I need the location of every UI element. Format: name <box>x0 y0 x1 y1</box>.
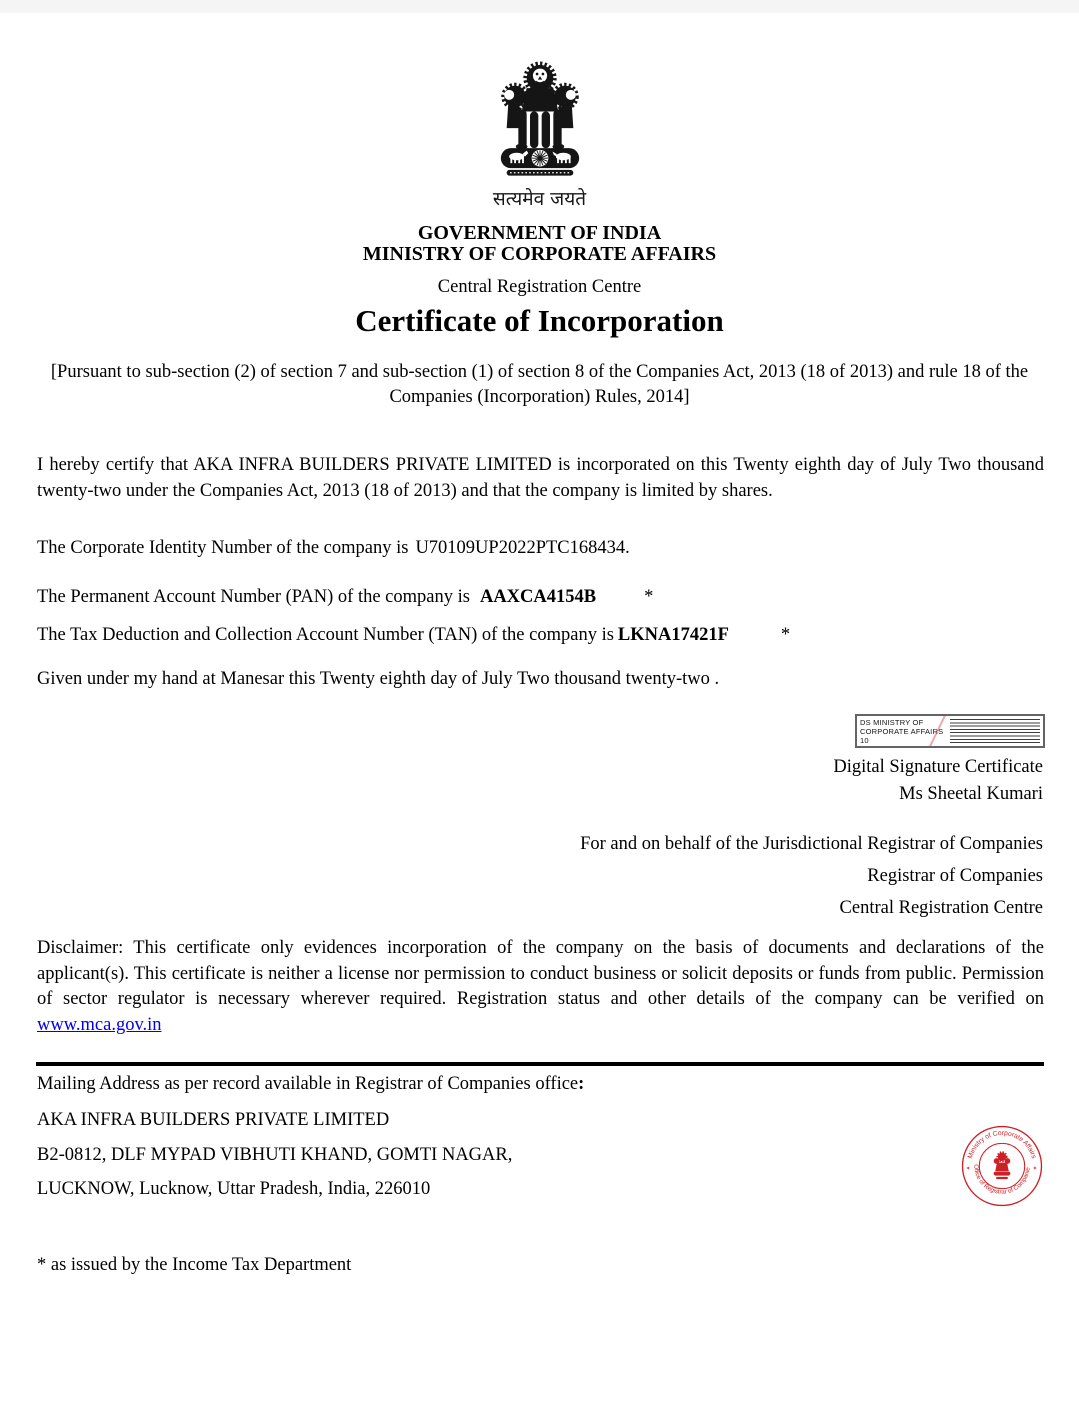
page-title: Certificate of Incorporation <box>355 303 724 338</box>
seal-top-text: Ministry of Corporate Affairs <box>966 1129 1038 1160</box>
mailing-address-line1: B2-0812, DLF MYPAD VIBHUTI KHAND, GOMTI NAGAR, <box>37 1145 513 1165</box>
tan-footnote-marker: * <box>780 625 791 645</box>
disclaimer-text: Disclaimer: This certificate only evidences incorporation of the company on the basis of documents and declarations of the applicant(s). This certificate is neither a license nor permission to conduct business or solicit deposits or funds from public. Permission of sector regulator is necessary wherever required. Registration status and other details of the company can be verified on <box>37 938 1044 1009</box>
on-behalf-line: For and on behalf of the Jurisdictional Registrar of Companies <box>580 834 1043 854</box>
document-header <box>0 53 1079 298</box>
mca-website-link[interactable]: www.mca.gov.in <box>37 1014 162 1035</box>
cin-value: U70109UP2022PTC168434. <box>415 538 630 558</box>
cin-line <box>37 535 630 561</box>
pan-label: The Permanent Account Number (PAN) of the company is <box>37 587 470 607</box>
cin-label: The Corporate Identity Number of the company is <box>37 538 409 558</box>
seal-bottom-text: Office of Registrar of Companie <box>972 1164 1032 1196</box>
income-tax-footnote: * as issued by the Income Tax Department <box>37 1255 352 1275</box>
seal-center-emblem-icon <box>994 1153 1011 1180</box>
seal-star-icon: ✶ <box>1032 1166 1038 1173</box>
signatory-name: Ms Sheetal Kumari <box>899 784 1043 804</box>
seal-star-icon: ✶ <box>965 1166 971 1173</box>
disclaimer-paragraph <box>37 936 1044 1038</box>
tan-label: The Tax Deduction and Collection Account Number (TAN) of the company is <box>37 625 614 645</box>
pan-value: AAXCA4154B <box>479 587 597 607</box>
registrar-of-companies-line: Registrar of Companies <box>867 866 1043 886</box>
mailing-address-heading-text: Mailing Address as per record available in Registrar of Companies office <box>37 1074 579 1094</box>
page-top-strip <box>0 0 1079 13</box>
central-registration-centre-line: Central Registration Centre <box>839 898 1043 918</box>
pan-footnote-marker: * <box>644 587 654 607</box>
ministry-heading: MINISTRY OF CORPORATE AFFAIRS <box>362 243 717 265</box>
given-under-hand-line: Given under my hand at Manesar this Twenty eighth day of July Two thousand twenty-two . <box>37 669 720 689</box>
registrar-seal <box>960 1124 1044 1208</box>
pan-line <box>37 584 653 610</box>
registrar-seal-icon <box>960 1124 1044 1208</box>
tan-line <box>37 622 790 648</box>
government-of-india-heading: GOVERNMENT OF INDIA <box>417 222 662 244</box>
tan-value: LKNA17421F <box>617 625 729 645</box>
mailing-address-heading <box>37 1074 584 1095</box>
central-registration-centre-heading: Central Registration Centre <box>437 277 642 297</box>
mailing-address-heading-colon: : <box>578 1074 585 1094</box>
digital-signature-details-lines <box>950 719 1040 744</box>
digital-signature-stamp-label: DS MINISTRY OF CORPORATE AFFAIRS 10 <box>860 717 944 745</box>
national-emblem-icon <box>490 53 590 180</box>
signature-certificate-line: Digital Signature Certificate <box>833 757 1043 777</box>
digital-signature-stamp <box>855 714 1045 748</box>
pursuant-clause: [Pursuant to sub-section (2) of section 7 and sub-section (1) of section 8 of the Companies Act, 2013 (18 of 2013) and rule 18 of the Companies (Incorporation) Rules, 2014] <box>50 362 1029 407</box>
mailing-company-name: AKA INFRA BUILDERS PRIVATE LIMITED <box>37 1110 390 1130</box>
section-divider <box>36 1062 1044 1066</box>
certify-paragraph: I hereby certify that AKA INFRA BUILDERS PRIVATE LIMITED is incorporated on this Twenty eighth day of July Two thousand twenty-two under the Companies Act, 2013 (18 of 2013) and that the company is limited by shares. <box>37 455 1044 501</box>
mailing-address-line2: LUCKNOW, Lucknow, Uttar Pradesh, India, 226010 <box>37 1179 431 1199</box>
emblem-motto: सत्यमेव जयते <box>492 188 587 210</box>
